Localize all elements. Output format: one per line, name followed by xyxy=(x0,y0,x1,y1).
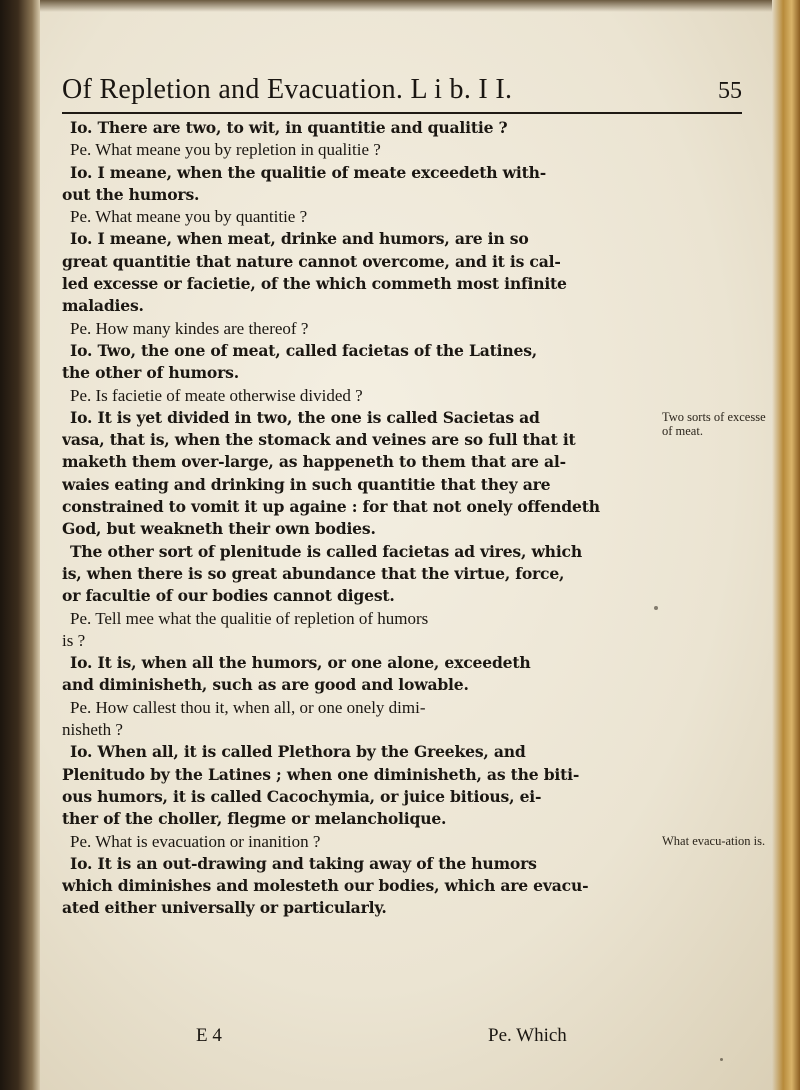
text-line: Io. I meane, when the qualitie of meate exceedeth with- xyxy=(70,162,546,182)
text-line: and diminisheth, such as are good and lowable. xyxy=(62,675,469,695)
signature-mark: E 4 xyxy=(196,1025,222,1046)
text-line: Pe. How callest thou it, when all, or one onely dimi- xyxy=(70,697,426,717)
text-line: out the humors. xyxy=(62,184,200,204)
text-line: The other sort of plenitude is called facietas ad vires, which xyxy=(70,541,582,561)
ink-speck xyxy=(654,606,658,610)
text-line: Io. There are two, to wit, in quantitie and qualitie ? xyxy=(70,118,508,137)
running-title: Of Repletion and Evacuation. L i b. I I. xyxy=(62,74,513,105)
text-line: Io. It is an out-drawing and taking away of the humors xyxy=(70,853,537,873)
text-line: nisheth ? xyxy=(62,720,123,740)
text-line: Pe. What meane you by repletion in qualitie ? xyxy=(70,140,381,160)
text-line: ous humors, it is called Cacochymia, or juice bitious, ei- xyxy=(62,786,542,806)
page-top-shadow xyxy=(40,0,772,12)
text-line: ated either universally or particularly. xyxy=(62,898,387,918)
text-line: ther of the choller, flegme or melancholique. xyxy=(62,809,447,829)
text-body xyxy=(62,117,652,920)
margin-note: What evacu-ation is. xyxy=(662,833,766,848)
text-line: Pe. What meane you by quantitie ? xyxy=(70,207,308,227)
text-line: waies eating and drinking in such quantitie that they are xyxy=(62,474,551,494)
text-line: vasa, that is, when the stomack and veines are so full that it xyxy=(62,430,576,450)
text-line: Io. It is, when all the humors, or one alone, exceedeth xyxy=(70,653,531,673)
text-line: constrained to vomit it up againe : for that not onely offendeth xyxy=(62,497,600,517)
text-line: God, but weakneth their own bodies. xyxy=(62,519,376,539)
text-line: led excesse or facietie, of the which commeth most infinite xyxy=(62,274,567,294)
text-line: Pe. Tell mee what the qualitie of repletion of humors xyxy=(70,608,429,628)
text-line: Plenitudo by the Latines ; when one diminisheth, as the biti- xyxy=(62,764,580,784)
ink-speck xyxy=(720,1058,723,1061)
text-line: Pe. Is facietie of meate otherwise divided ? xyxy=(70,385,363,405)
text-line: maketh them over-large, as happeneth to them that are al- xyxy=(62,452,566,472)
text-line: is ? xyxy=(62,630,86,650)
text-line: is, when there is so great abundance that the virtue, force, xyxy=(62,563,565,583)
text-line: maladies. xyxy=(62,296,144,316)
running-header xyxy=(62,72,742,114)
text-line: which diminishes and molesteth our bodies, which are evacu- xyxy=(62,876,589,896)
catchword: Pe. Which xyxy=(488,1025,567,1046)
page-number: 55 xyxy=(718,78,742,104)
text-line: or facultie of our bodies cannot digest. xyxy=(62,586,395,606)
text-line: great quantitie that nature cannot overcome, and it is cal- xyxy=(62,251,561,271)
text-line: Pe. What is evacuation or inanition ? xyxy=(70,831,321,851)
margin-note: Two sorts of excesse of meat. xyxy=(662,409,766,438)
text-line: Pe. How many kindes are thereof ? xyxy=(70,318,309,338)
text-line: Io. It is yet divided in two, the one is called Sacietas ad xyxy=(70,407,540,427)
text-line: the other of humors. xyxy=(62,363,239,383)
gilt-page-edge xyxy=(772,0,800,1090)
book-binding-shadow xyxy=(0,0,40,1090)
text-line: Io. Two, the one of meat, called facietas of the Latines, xyxy=(70,340,538,360)
text-line: Io. I meane, when meat, drinke and humors, are in so xyxy=(70,229,529,249)
text-line: Io. When all, it is called Plethora by the Greekes, and xyxy=(70,742,526,762)
